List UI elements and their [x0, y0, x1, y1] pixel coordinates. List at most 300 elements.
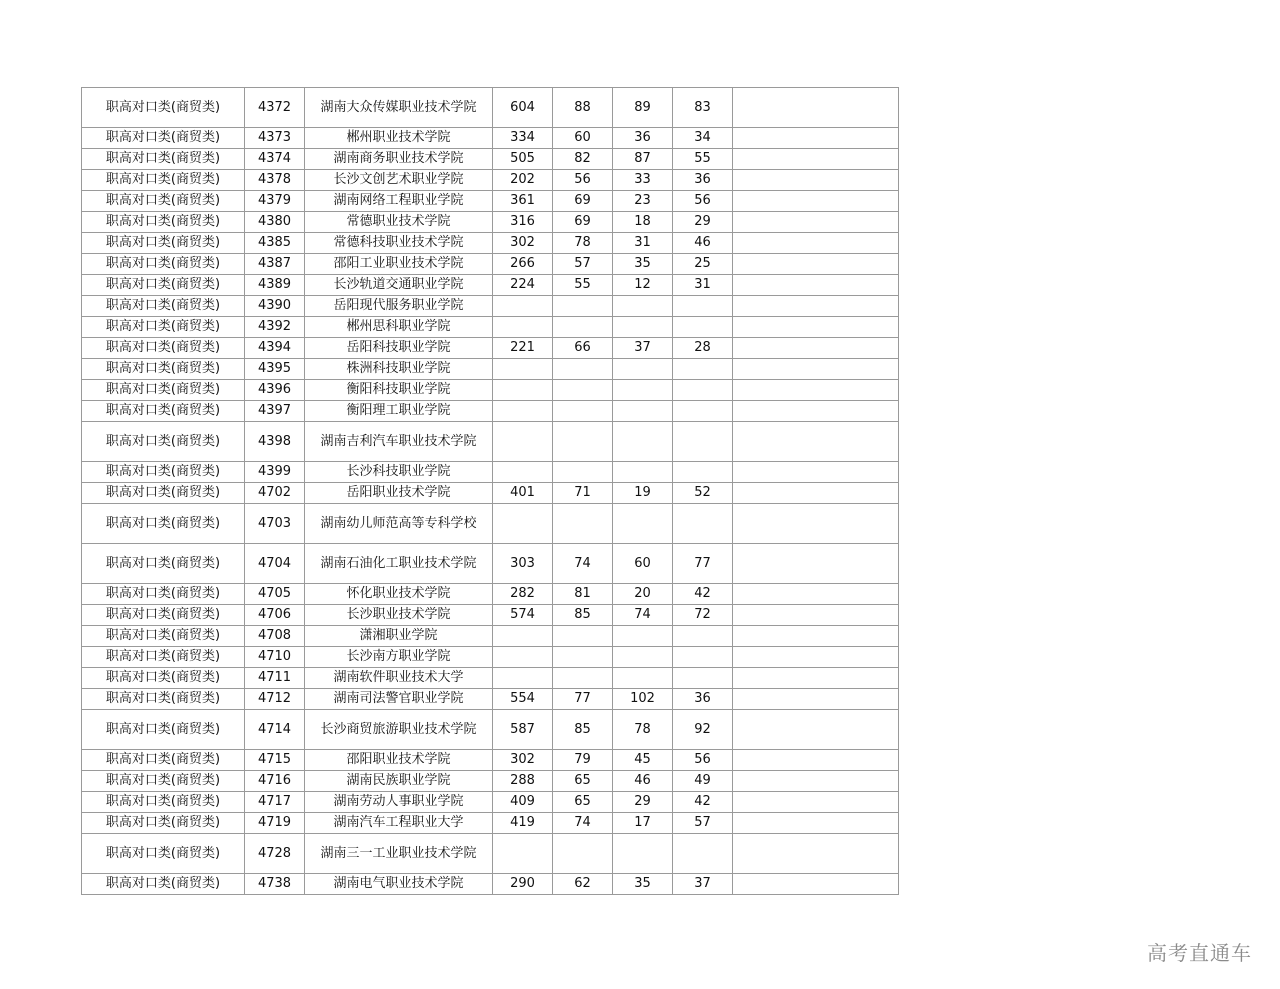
- value-2-cell: [553, 359, 613, 380]
- school-name-cell: 衡阳理工职业学院: [305, 401, 493, 422]
- table-row: [82, 88, 899, 128]
- table-row: [82, 233, 899, 254]
- value-3-cell: 31: [613, 233, 673, 254]
- value-1-cell: 505: [493, 149, 553, 170]
- extra-cell: [733, 422, 899, 462]
- school-code-cell: 4399: [245, 462, 305, 483]
- school-code-cell: 4374: [245, 149, 305, 170]
- value-2-cell: 74: [553, 813, 613, 834]
- extra-cell: [733, 359, 899, 380]
- category-cell: 职高对口类(商贸类): [82, 584, 245, 605]
- school-code-cell: 4708: [245, 626, 305, 647]
- value-2-cell: 74: [553, 544, 613, 584]
- value-3-cell: [613, 504, 673, 544]
- value-1-cell: [493, 296, 553, 317]
- school-code-cell: 4385: [245, 233, 305, 254]
- school-name-cell: 岳阳现代服务职业学院: [305, 296, 493, 317]
- table-row: [82, 792, 899, 813]
- value-2-cell: 62: [553, 874, 613, 895]
- category-cell: 职高对口类(商贸类): [82, 834, 245, 874]
- value-2-cell: [553, 834, 613, 874]
- category-cell: 职高对口类(商贸类): [82, 338, 245, 359]
- school-name-cell: 邵阳职业技术学院: [305, 750, 493, 771]
- school-code-cell: 4378: [245, 170, 305, 191]
- value-4-cell: 83: [673, 88, 733, 128]
- value-1-cell: 282: [493, 584, 553, 605]
- extra-cell: [733, 689, 899, 710]
- value-4-cell: 55: [673, 149, 733, 170]
- school-code-cell: 4387: [245, 254, 305, 275]
- value-3-cell: [613, 317, 673, 338]
- extra-cell: [733, 647, 899, 668]
- value-3-cell: 60: [613, 544, 673, 584]
- school-code-cell: 4717: [245, 792, 305, 813]
- table-row: [82, 710, 899, 750]
- school-name-cell: 湖南民族职业学院: [305, 771, 493, 792]
- school-name-cell: 株洲科技职业学院: [305, 359, 493, 380]
- school-name-cell: 郴州思科职业学院: [305, 317, 493, 338]
- extra-cell: [733, 834, 899, 874]
- value-2-cell: [553, 647, 613, 668]
- value-2-cell: 71: [553, 483, 613, 504]
- extra-cell: [733, 483, 899, 504]
- category-cell: 职高对口类(商贸类): [82, 874, 245, 895]
- value-2-cell: 85: [553, 605, 613, 626]
- category-cell: 职高对口类(商贸类): [82, 359, 245, 380]
- value-2-cell: 60: [553, 128, 613, 149]
- value-4-cell: [673, 296, 733, 317]
- extra-cell: [733, 233, 899, 254]
- value-2-cell: 82: [553, 149, 613, 170]
- value-3-cell: 46: [613, 771, 673, 792]
- school-name-cell: 怀化职业技术学院: [305, 584, 493, 605]
- category-cell: 职高对口类(商贸类): [82, 212, 245, 233]
- table-row: [82, 275, 899, 296]
- value-3-cell: [613, 296, 673, 317]
- value-1-cell: [493, 462, 553, 483]
- value-2-cell: 85: [553, 710, 613, 750]
- value-3-cell: 29: [613, 792, 673, 813]
- category-cell: 职高对口类(商贸类): [82, 149, 245, 170]
- value-4-cell: 36: [673, 170, 733, 191]
- table-row: [82, 813, 899, 834]
- school-name-cell: 湖南石油化工职业技术学院: [305, 544, 493, 584]
- table-row: [82, 504, 899, 544]
- value-4-cell: 37: [673, 874, 733, 895]
- value-1-cell: 587: [493, 710, 553, 750]
- value-3-cell: [613, 359, 673, 380]
- value-2-cell: [553, 380, 613, 401]
- extra-cell: [733, 338, 899, 359]
- value-1-cell: [493, 422, 553, 462]
- category-cell: 职高对口类(商贸类): [82, 191, 245, 212]
- value-2-cell: 88: [553, 88, 613, 128]
- table-row: [82, 584, 899, 605]
- school-code-cell: 4715: [245, 750, 305, 771]
- value-1-cell: 604: [493, 88, 553, 128]
- value-1-cell: [493, 504, 553, 544]
- table-row: [82, 771, 899, 792]
- value-1-cell: 574: [493, 605, 553, 626]
- value-3-cell: [613, 668, 673, 689]
- category-cell: 职高对口类(商贸类): [82, 750, 245, 771]
- category-cell: 职高对口类(商贸类): [82, 668, 245, 689]
- school-code-cell: 4710: [245, 647, 305, 668]
- table-row: [82, 544, 899, 584]
- value-2-cell: [553, 462, 613, 483]
- table-row: [82, 191, 899, 212]
- value-1-cell: [493, 626, 553, 647]
- value-3-cell: 78: [613, 710, 673, 750]
- value-3-cell: 23: [613, 191, 673, 212]
- value-4-cell: [673, 359, 733, 380]
- value-2-cell: [553, 317, 613, 338]
- school-code-cell: 4379: [245, 191, 305, 212]
- value-4-cell: [673, 422, 733, 462]
- school-name-cell: 湖南劳动人事职业学院: [305, 792, 493, 813]
- category-cell: 职高对口类(商贸类): [82, 647, 245, 668]
- school-name-cell: 湖南软件职业技术大学: [305, 668, 493, 689]
- value-4-cell: 36: [673, 689, 733, 710]
- school-name-cell: 岳阳科技职业学院: [305, 338, 493, 359]
- table-row: [82, 668, 899, 689]
- value-4-cell: 56: [673, 750, 733, 771]
- table-row: [82, 422, 899, 462]
- school-name-cell: 长沙科技职业学院: [305, 462, 493, 483]
- table-row: [82, 605, 899, 626]
- school-code-cell: 4395: [245, 359, 305, 380]
- category-cell: 职高对口类(商贸类): [82, 626, 245, 647]
- school-code-cell: 4703: [245, 504, 305, 544]
- school-code-cell: 4373: [245, 128, 305, 149]
- value-4-cell: [673, 462, 733, 483]
- school-name-cell: 常德职业技术学院: [305, 212, 493, 233]
- value-1-cell: 409: [493, 792, 553, 813]
- value-1-cell: 303: [493, 544, 553, 584]
- value-2-cell: [553, 668, 613, 689]
- extra-cell: [733, 544, 899, 584]
- table-row: [82, 149, 899, 170]
- value-3-cell: [613, 626, 673, 647]
- extra-cell: [733, 296, 899, 317]
- value-2-cell: 66: [553, 338, 613, 359]
- value-4-cell: 42: [673, 584, 733, 605]
- school-name-cell: 潇湘职业学院: [305, 626, 493, 647]
- value-1-cell: 554: [493, 689, 553, 710]
- value-3-cell: 45: [613, 750, 673, 771]
- category-cell: 职高对口类(商贸类): [82, 401, 245, 422]
- value-4-cell: [673, 504, 733, 544]
- value-3-cell: 37: [613, 338, 673, 359]
- value-1-cell: [493, 380, 553, 401]
- category-cell: 职高对口类(商贸类): [82, 544, 245, 584]
- value-2-cell: [553, 401, 613, 422]
- extra-cell: [733, 710, 899, 750]
- extra-cell: [733, 626, 899, 647]
- value-4-cell: [673, 380, 733, 401]
- value-1-cell: [493, 647, 553, 668]
- table-row: [82, 462, 899, 483]
- table-row: [82, 254, 899, 275]
- school-name-cell: 岳阳职业技术学院: [305, 483, 493, 504]
- table-row: [82, 170, 899, 191]
- value-1-cell: 316: [493, 212, 553, 233]
- value-3-cell: 20: [613, 584, 673, 605]
- value-4-cell: 31: [673, 275, 733, 296]
- value-1-cell: [493, 834, 553, 874]
- admission-scores-table: [81, 87, 899, 895]
- school-name-cell: 湖南吉利汽车职业技术学院: [305, 422, 493, 462]
- extra-cell: [733, 380, 899, 401]
- value-2-cell: 65: [553, 792, 613, 813]
- category-cell: 职高对口类(商贸类): [82, 504, 245, 544]
- value-3-cell: 12: [613, 275, 673, 296]
- value-4-cell: 49: [673, 771, 733, 792]
- value-3-cell: 18: [613, 212, 673, 233]
- value-4-cell: 52: [673, 483, 733, 504]
- value-1-cell: 401: [493, 483, 553, 504]
- school-name-cell: 湖南电气职业技术学院: [305, 874, 493, 895]
- school-name-cell: 邵阳工业职业技术学院: [305, 254, 493, 275]
- value-2-cell: 65: [553, 771, 613, 792]
- category-cell: 职高对口类(商贸类): [82, 813, 245, 834]
- value-3-cell: [613, 462, 673, 483]
- school-code-cell: 4394: [245, 338, 305, 359]
- extra-cell: [733, 275, 899, 296]
- table-row: [82, 359, 899, 380]
- value-3-cell: 87: [613, 149, 673, 170]
- school-name-cell: 湖南汽车工程职业大学: [305, 813, 493, 834]
- category-cell: 职高对口类(商贸类): [82, 380, 245, 401]
- school-code-cell: 4705: [245, 584, 305, 605]
- school-code-cell: 4714: [245, 710, 305, 750]
- value-1-cell: 290: [493, 874, 553, 895]
- school-code-cell: 4704: [245, 544, 305, 584]
- value-4-cell: 57: [673, 813, 733, 834]
- school-name-cell: 长沙文创艺术职业学院: [305, 170, 493, 191]
- watermark-text: 高考直通车: [1147, 941, 1252, 965]
- extra-cell: [733, 668, 899, 689]
- table-row: [82, 626, 899, 647]
- value-4-cell: [673, 626, 733, 647]
- extra-cell: [733, 605, 899, 626]
- table-row: [82, 128, 899, 149]
- value-4-cell: 92: [673, 710, 733, 750]
- value-4-cell: 42: [673, 792, 733, 813]
- table-row: [82, 212, 899, 233]
- school-name-cell: 湖南网络工程职业学院: [305, 191, 493, 212]
- category-cell: 职高对口类(商贸类): [82, 317, 245, 338]
- value-1-cell: 361: [493, 191, 553, 212]
- extra-cell: [733, 191, 899, 212]
- category-cell: 职高对口类(商贸类): [82, 792, 245, 813]
- category-cell: 职高对口类(商贸类): [82, 689, 245, 710]
- value-2-cell: 55: [553, 275, 613, 296]
- value-1-cell: 202: [493, 170, 553, 191]
- value-2-cell: 56: [553, 170, 613, 191]
- value-3-cell: [613, 422, 673, 462]
- school-code-cell: 4396: [245, 380, 305, 401]
- category-cell: 职高对口类(商贸类): [82, 275, 245, 296]
- value-1-cell: 221: [493, 338, 553, 359]
- school-code-cell: 4706: [245, 605, 305, 626]
- extra-cell: [733, 317, 899, 338]
- school-code-cell: 4389: [245, 275, 305, 296]
- table-body: [82, 88, 899, 895]
- extra-cell: [733, 212, 899, 233]
- school-code-cell: 4702: [245, 483, 305, 504]
- value-4-cell: [673, 647, 733, 668]
- value-4-cell: [673, 401, 733, 422]
- table-row: [82, 317, 899, 338]
- value-2-cell: 79: [553, 750, 613, 771]
- school-code-cell: 4738: [245, 874, 305, 895]
- value-4-cell: 72: [673, 605, 733, 626]
- school-name-cell: 衡阳科技职业学院: [305, 380, 493, 401]
- extra-cell: [733, 254, 899, 275]
- school-name-cell: 长沙职业技术学院: [305, 605, 493, 626]
- extra-cell: [733, 584, 899, 605]
- school-code-cell: 4390: [245, 296, 305, 317]
- school-name-cell: 长沙南方职业学院: [305, 647, 493, 668]
- extra-cell: [733, 88, 899, 128]
- school-name-cell: 湖南商务职业技术学院: [305, 149, 493, 170]
- value-2-cell: 69: [553, 212, 613, 233]
- extra-cell: [733, 149, 899, 170]
- value-1-cell: [493, 668, 553, 689]
- school-code-cell: 4712: [245, 689, 305, 710]
- table-row: [82, 401, 899, 422]
- value-4-cell: 34: [673, 128, 733, 149]
- category-cell: 职高对口类(商贸类): [82, 483, 245, 504]
- value-2-cell: [553, 626, 613, 647]
- value-3-cell: 74: [613, 605, 673, 626]
- value-2-cell: 69: [553, 191, 613, 212]
- value-1-cell: [493, 359, 553, 380]
- value-1-cell: [493, 401, 553, 422]
- value-2-cell: [553, 504, 613, 544]
- table-row: [82, 834, 899, 874]
- school-code-cell: 4392: [245, 317, 305, 338]
- value-4-cell: 77: [673, 544, 733, 584]
- value-3-cell: 33: [613, 170, 673, 191]
- table-row: [82, 874, 899, 895]
- category-cell: 职高对口类(商贸类): [82, 710, 245, 750]
- value-1-cell: 334: [493, 128, 553, 149]
- extra-cell: [733, 874, 899, 895]
- extra-cell: [733, 401, 899, 422]
- value-4-cell: [673, 834, 733, 874]
- value-4-cell: [673, 317, 733, 338]
- extra-cell: [733, 462, 899, 483]
- table-row: [82, 647, 899, 668]
- extra-cell: [733, 750, 899, 771]
- extra-cell: [733, 170, 899, 191]
- school-code-cell: 4372: [245, 88, 305, 128]
- school-name-cell: 湖南三一工业职业技术学院: [305, 834, 493, 874]
- table-row: [82, 750, 899, 771]
- school-code-cell: 4398: [245, 422, 305, 462]
- category-cell: 职高对口类(商贸类): [82, 88, 245, 128]
- value-4-cell: 28: [673, 338, 733, 359]
- value-2-cell: 57: [553, 254, 613, 275]
- category-cell: 职高对口类(商贸类): [82, 170, 245, 191]
- school-name-cell: 长沙商贸旅游职业技术学院: [305, 710, 493, 750]
- table-row: [82, 296, 899, 317]
- category-cell: 职高对口类(商贸类): [82, 296, 245, 317]
- value-1-cell: 288: [493, 771, 553, 792]
- value-4-cell: 25: [673, 254, 733, 275]
- extra-cell: [733, 813, 899, 834]
- value-4-cell: [673, 668, 733, 689]
- extra-cell: [733, 504, 899, 544]
- school-name-cell: 常德科技职业技术学院: [305, 233, 493, 254]
- value-2-cell: 81: [553, 584, 613, 605]
- value-1-cell: 266: [493, 254, 553, 275]
- value-3-cell: [613, 647, 673, 668]
- extra-cell: [733, 792, 899, 813]
- category-cell: 职高对口类(商贸类): [82, 771, 245, 792]
- category-cell: 职高对口类(商贸类): [82, 462, 245, 483]
- value-3-cell: [613, 380, 673, 401]
- value-2-cell: 78: [553, 233, 613, 254]
- school-code-cell: 4716: [245, 771, 305, 792]
- school-code-cell: 4711: [245, 668, 305, 689]
- value-3-cell: 36: [613, 128, 673, 149]
- value-3-cell: 17: [613, 813, 673, 834]
- category-cell: 职高对口类(商贸类): [82, 128, 245, 149]
- school-name-cell: 湖南大众传媒职业技术学院: [305, 88, 493, 128]
- school-name-cell: 湖南司法警官职业学院: [305, 689, 493, 710]
- value-1-cell: 224: [493, 275, 553, 296]
- school-name-cell: 长沙轨道交通职业学院: [305, 275, 493, 296]
- value-1-cell: 419: [493, 813, 553, 834]
- extra-cell: [733, 771, 899, 792]
- school-code-cell: 4728: [245, 834, 305, 874]
- value-3-cell: 19: [613, 483, 673, 504]
- table-row: [82, 689, 899, 710]
- category-cell: 职高对口类(商贸类): [82, 422, 245, 462]
- value-3-cell: 35: [613, 254, 673, 275]
- school-code-cell: 4380: [245, 212, 305, 233]
- value-3-cell: [613, 834, 673, 874]
- table-row: [82, 380, 899, 401]
- category-cell: 职高对口类(商贸类): [82, 233, 245, 254]
- value-4-cell: 56: [673, 191, 733, 212]
- extra-cell: [733, 128, 899, 149]
- school-code-cell: 4719: [245, 813, 305, 834]
- value-3-cell: 102: [613, 689, 673, 710]
- value-1-cell: [493, 317, 553, 338]
- value-2-cell: [553, 422, 613, 462]
- value-3-cell: 89: [613, 88, 673, 128]
- table-row: [82, 338, 899, 359]
- school-code-cell: 4397: [245, 401, 305, 422]
- category-cell: 职高对口类(商贸类): [82, 605, 245, 626]
- value-1-cell: 302: [493, 233, 553, 254]
- value-4-cell: 29: [673, 212, 733, 233]
- value-1-cell: 302: [493, 750, 553, 771]
- school-name-cell: 湖南幼儿师范高等专科学校: [305, 504, 493, 544]
- value-4-cell: 46: [673, 233, 733, 254]
- school-name-cell: 郴州职业技术学院: [305, 128, 493, 149]
- table-row: [82, 483, 899, 504]
- value-3-cell: 35: [613, 874, 673, 895]
- category-cell: 职高对口类(商贸类): [82, 254, 245, 275]
- value-3-cell: [613, 401, 673, 422]
- value-2-cell: [553, 296, 613, 317]
- value-2-cell: 77: [553, 689, 613, 710]
